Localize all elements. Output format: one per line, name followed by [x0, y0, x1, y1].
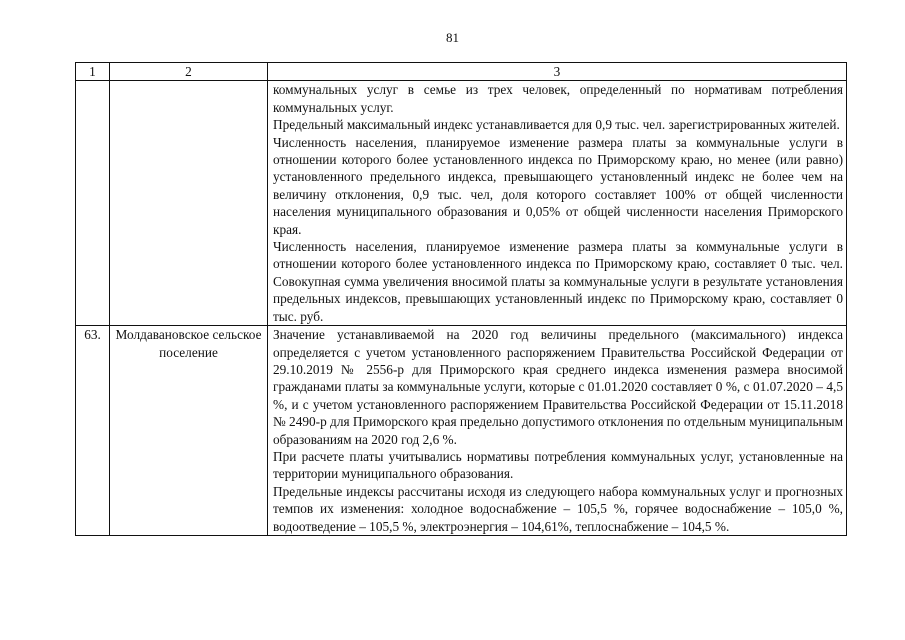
column-header-3: 3	[268, 63, 847, 81]
paragraph: Численность населения, планируемое изменение размера платы за коммунальные услуги в отношении которого более установленного индекса по Приморскому краю, составляет 0 тыс. чел. Совокупная сумма увеличения вносимой платы за коммунальные услуги в результате установления предельных индексов, превышающих установленный индекс по Приморскому краю, составляет 0 тыс. руб.	[273, 239, 843, 324]
description-cell	[268, 81, 847, 326]
column-header-1: 1	[76, 63, 110, 81]
document-table	[75, 62, 847, 536]
paragraph: Численность населения, планируемое изменение размера платы за коммунальные услуги в отношении которого более установленного индекса по Приморскому краю, но менее (или равно) установленного предельного индекса, превышающего установленный индекс не более чем на величину отклонения, 0,9 тыс. чел, доля которого составляет 100% от общей численности населения муниципального образования и 0,05% от общей численности населения Приморского края.	[273, 134, 843, 237]
table-header-row	[76, 63, 847, 81]
description-cell	[268, 326, 847, 536]
row-number: 63.	[76, 326, 110, 536]
table-row	[76, 81, 847, 326]
row-number	[76, 81, 110, 326]
table-row	[76, 326, 847, 536]
paragraph: Предельный максимальный индекс устанавливается для 0,9 тыс. чел. зарегистрированных жителей.	[273, 117, 840, 133]
paragraph: коммунальных услуг в семье из трех человек, определенный по нормативам потребления коммунальных услуг.	[273, 82, 843, 115]
column-header-2: 2	[110, 63, 268, 81]
paragraph: Значение устанавливаемой на 2020 год величины предельного (максимального) индекса определяется с учетом установленного распоряжением Правительства Российской Федерации от 29.10.2019 № 2556-р для Приморского края среднего индекса изменения размера вносимой гражданами платы за коммунальные услуги, которые с 01.01.2020 составляет 0 %, с 01.07.2020 – 4,5 %, и с учетом установленного распоряжением Правительства Российской Федерации от 15.11.2018 № 2490-р для Приморского края предельно допустимого отклонения по отдельным муниципальным образованиям на 2020 год 2,6 %.	[273, 327, 843, 447]
page-number: 81	[446, 30, 459, 45]
paragraph: При расчете платы учитывались нормативы потребления коммунальных услуг, установленные на территории муниципального образования.	[273, 448, 843, 482]
municipality-name	[110, 81, 268, 326]
municipality-name: Молдавановское сельское поселение	[110, 326, 268, 536]
paragraph: Предельные индексы рассчитаны исходя из следующего набора коммунальных услуг и прогнозных темпов их изменения: холодное водоснабжение – 105,5 %, горячее водоснабжение – 105,0 %, водоотведение – 105,5 %, электроэнергия – 104,61%, теплоснабжение – 104,5 %.	[273, 483, 843, 534]
